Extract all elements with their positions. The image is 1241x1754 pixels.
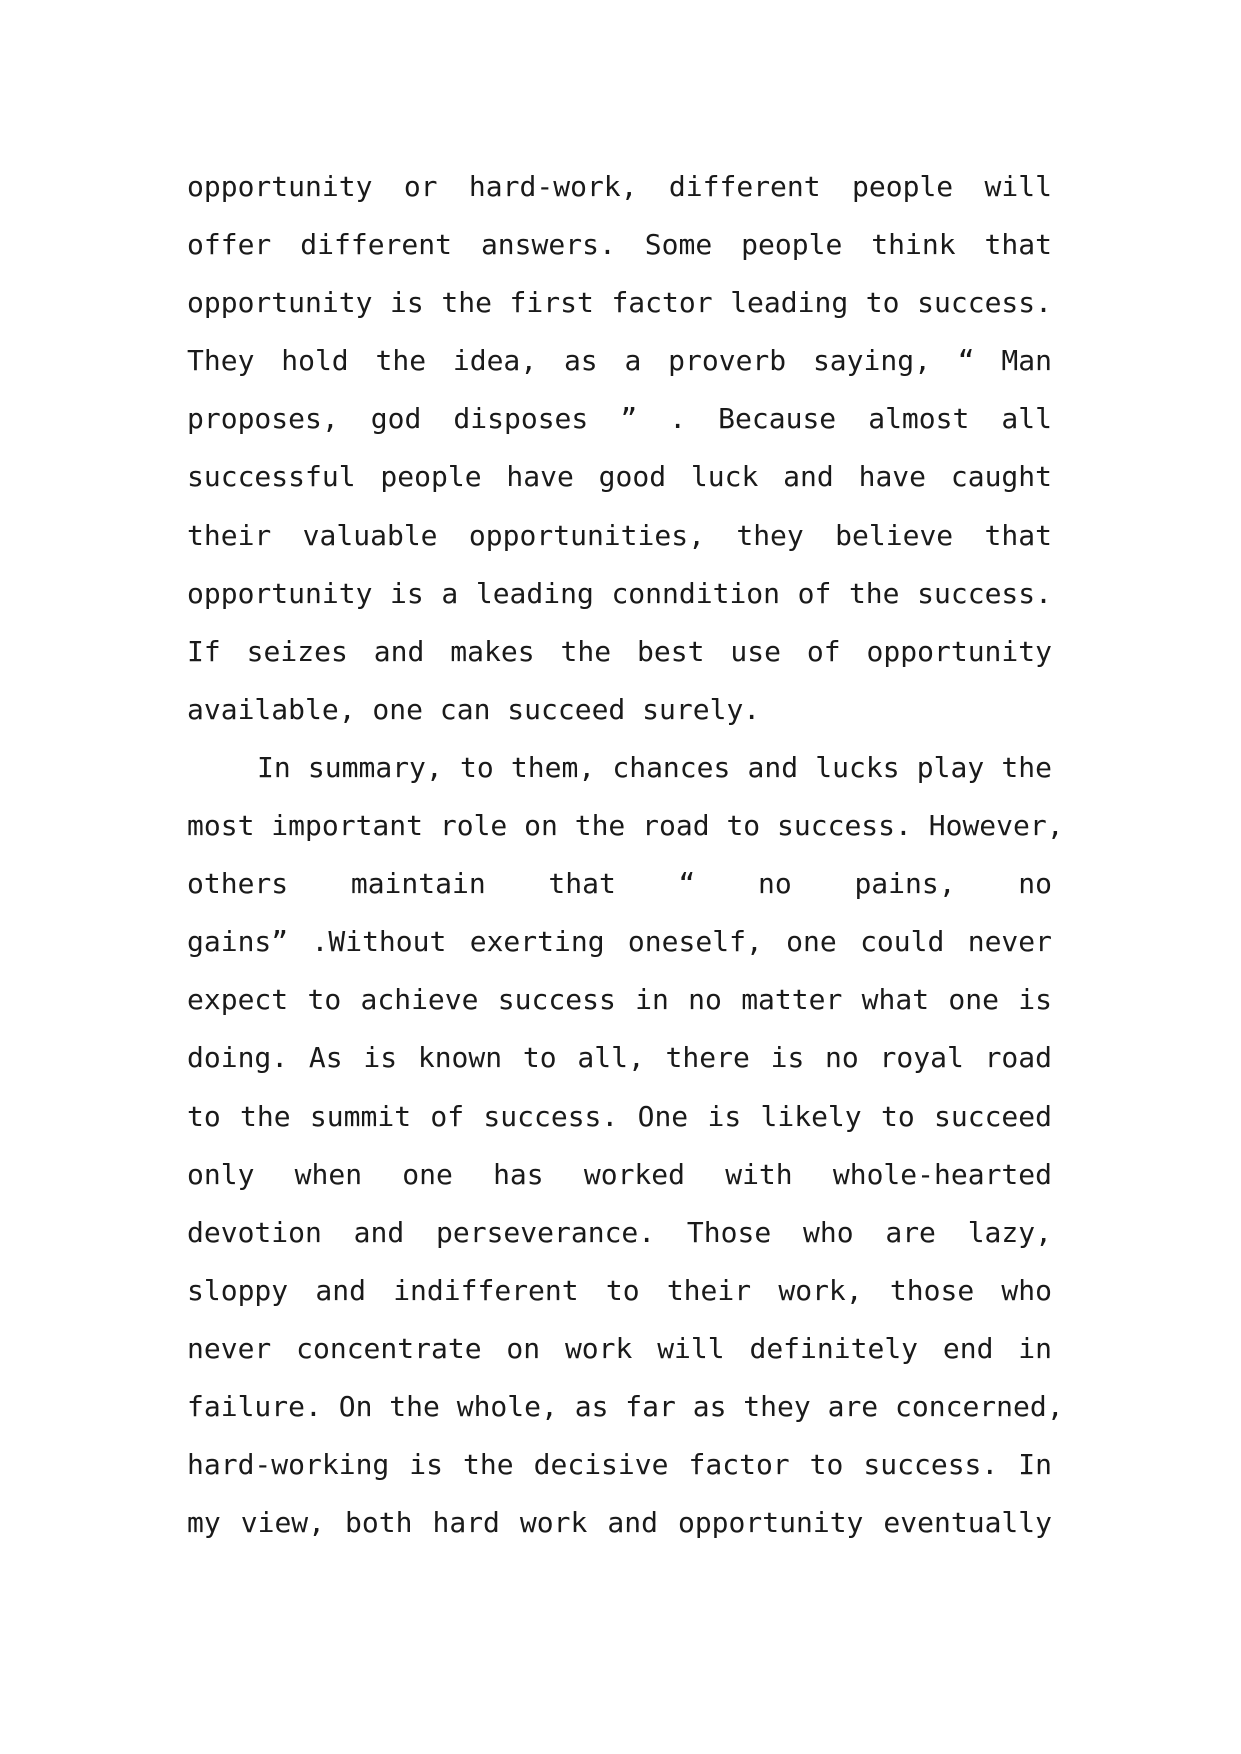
text-line: devotion and perseverance. Those who are lazy, xyxy=(187,1215,1052,1249)
text-line: to the summit of success. One is likely to succeed xyxy=(187,1099,1052,1133)
paragraph-first-line: In summary, to them, chances and lucks play the xyxy=(257,750,1052,784)
text-line: opportunity or hard-work, different people will xyxy=(187,170,1052,203)
text-line: others maintain that “ no pains, no xyxy=(187,867,1052,901)
text-line: failure. On the whole, as far as they are concerned, xyxy=(187,1389,1064,1423)
text-line: They hold the idea, as a proverb saying, “ Man xyxy=(187,344,1052,378)
body-text xyxy=(187,158,1064,1552)
text-line: sloppy and indifferent to their work, those who xyxy=(187,1273,1052,1307)
text-line: available, one can succeed surely. xyxy=(187,692,761,726)
text-line: only when one has worked with whole-hearted xyxy=(187,1157,1052,1191)
text-line: If seizes and makes the best use of opportunity xyxy=(187,634,1052,668)
text-line: offer different answers. Some people think that xyxy=(187,228,1052,262)
text-line: doing. As is known to all, there is no royal road xyxy=(187,1041,1052,1075)
text-line: expect to achieve success in no matter what one is xyxy=(187,983,1052,1017)
text-line: my view, both hard work and opportunity eventually xyxy=(187,1506,1052,1540)
text-line: hard-working is the decisive factor to success. In xyxy=(187,1448,1052,1482)
text-line: never concentrate on work will definitely end in xyxy=(187,1331,1052,1365)
text-line: opportunity is the first factor leading to success. xyxy=(187,286,1052,320)
text-line: proposes, god disposes ” . Because almost all xyxy=(187,402,1052,436)
text-line: successful people have good luck and have caught xyxy=(187,460,1052,494)
text-line: opportunity is a leading conndition of the success. xyxy=(187,576,1052,610)
text-line: gains” .Without exerting oneself, one could never xyxy=(187,925,1052,959)
text-line: most important role on the road to success. However, xyxy=(187,809,1064,843)
text-line: their valuable opportunities, they believe that xyxy=(187,518,1052,552)
